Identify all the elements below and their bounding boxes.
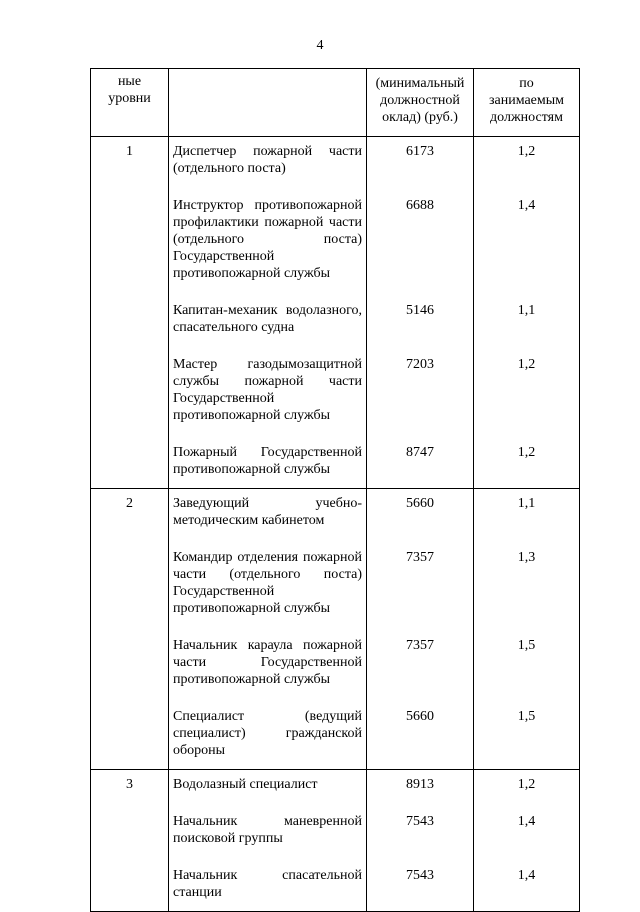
salary-cell (367, 631, 474, 702)
salary-cell (367, 861, 474, 912)
level-cell-text (91, 861, 168, 877)
coefficient-cell (474, 350, 580, 438)
position-cell-text: Заведующий учебно-методическим кабинетом (173, 496, 362, 528)
level-cell (91, 191, 169, 296)
coefficient-cell-text: 1,1 (517, 303, 536, 318)
coefficient-cell (474, 137, 580, 192)
table-row (91, 489, 580, 544)
coefficient-cell-text: 1,5 (517, 638, 536, 653)
level-cell (91, 543, 169, 631)
coefficient-cell-text: 1,5 (517, 709, 536, 724)
salary-cell-text: 7357 (406, 550, 434, 565)
salary-cell-text: 7543 (406, 868, 434, 883)
header-salary-line: оклад) (руб.) (382, 110, 458, 125)
level-cell-text: 2 (126, 496, 133, 511)
level-cell (91, 489, 169, 544)
salary-cell (367, 438, 474, 489)
level-cell-text (91, 702, 168, 718)
salary-cell (367, 489, 474, 544)
header-position-cell (169, 69, 367, 137)
table-row (91, 350, 580, 438)
coefficient-cell-text: 1,4 (517, 814, 536, 829)
salary-cell (367, 770, 474, 808)
position-cell-text: Начальник спасательной станции (173, 868, 362, 900)
header-coefficient-line: должностям (490, 110, 563, 125)
coefficient-cell (474, 489, 580, 544)
salary-cell (367, 702, 474, 770)
header-level-line: уровни (108, 91, 151, 106)
table-row (91, 807, 580, 861)
level-cell (91, 631, 169, 702)
coefficient-cell (474, 861, 580, 912)
position-cell-text: Командир отделения пожарной части (отдельного поста) Государственной противопожарной службы (173, 550, 362, 616)
coefficient-cell-text: 1,4 (517, 198, 536, 213)
level-cell-text (91, 631, 168, 651)
position-cell (169, 543, 367, 631)
level-cell (91, 438, 169, 489)
coefficient-cell-text: 1,2 (517, 445, 536, 460)
position-cell-text: Начальник маневренной поисковой группы (173, 814, 362, 846)
position-cell (169, 770, 367, 808)
table-row (91, 137, 580, 192)
salary-table-body (91, 69, 580, 912)
table-row (91, 296, 580, 350)
header-level-line: ные (117, 74, 142, 89)
table-row (91, 861, 580, 912)
position-cell-text: Начальник караула пожарной части Государственной противопожарной службы (173, 638, 362, 687)
salary-cell (367, 807, 474, 861)
table-header-row (91, 69, 580, 137)
salary-cell-text: 7357 (406, 638, 434, 653)
level-cell-text (91, 350, 168, 370)
header-coefficient-line: по (519, 76, 534, 91)
salary-cell-text: 5660 (406, 709, 434, 724)
level-cell-text (91, 807, 168, 827)
position-cell-text: Инструктор противопожарной профилактики пожарной части (отдельного поста) Государственной противопожарной службы (173, 198, 362, 281)
page-number: 4 (316, 38, 324, 53)
level-cell (91, 296, 169, 350)
coefficient-cell-text: 1,2 (517, 357, 536, 372)
salary-cell (367, 350, 474, 438)
level-cell (91, 861, 169, 912)
salary-cell-text: 5146 (406, 303, 434, 318)
salary-cell-text: 7203 (406, 357, 434, 372)
position-cell-text: Водолазный специалист (173, 777, 318, 792)
position-cell (169, 631, 367, 702)
table-row (91, 702, 580, 770)
table-row (91, 438, 580, 489)
level-cell (91, 807, 169, 861)
coefficient-cell-text: 1,2 (517, 777, 536, 792)
position-cell (169, 137, 367, 192)
position-cell (169, 489, 367, 544)
header-salary-line: должностной (380, 93, 460, 108)
salary-cell (367, 543, 474, 631)
coefficient-cell (474, 702, 580, 770)
header-level-cell (91, 69, 169, 137)
table-row (91, 191, 580, 296)
position-cell-text: Мастер газодымозащитной службы пожарной части Государственной противопожарной службы (173, 357, 362, 423)
header-coefficient-line: занимаемым (488, 93, 565, 108)
coefficient-cell-text: 1,4 (517, 868, 536, 883)
header-salary-cell (367, 69, 474, 137)
coefficient-cell (474, 770, 580, 808)
header-coefficient-cell (474, 69, 580, 137)
coefficient-cell (474, 191, 580, 296)
position-cell-text: Капитан-механик водолазного, спасательного судна (173, 303, 362, 335)
level-cell (91, 137, 169, 192)
position-cell (169, 702, 367, 770)
coefficient-cell (474, 631, 580, 702)
salary-cell-text: 6688 (406, 198, 434, 213)
salary-cell-text: 6173 (406, 144, 434, 159)
position-cell (169, 296, 367, 350)
salary-cell-text: 7543 (406, 814, 434, 829)
position-cell-text: Диспетчер пожарной части (отдельного поста) (173, 144, 362, 176)
coefficient-cell (474, 296, 580, 350)
level-cell-text (91, 543, 168, 563)
level-cell-text (91, 296, 168, 316)
level-cell (91, 702, 169, 770)
coefficient-cell-text: 1,3 (517, 550, 536, 565)
position-cell (169, 807, 367, 861)
table-row (91, 631, 580, 702)
salary-cell-text: 8747 (406, 445, 434, 460)
coefficient-cell-text: 1,1 (517, 496, 536, 511)
position-cell-text: Пожарный Государственной противопожарной службы (173, 445, 362, 477)
salary-cell (367, 296, 474, 350)
coefficient-cell-text: 1,2 (517, 144, 536, 159)
table-row (91, 543, 580, 631)
level-cell (91, 350, 169, 438)
salary-cell (367, 191, 474, 296)
position-cell-text: Специалист (ведущий специалист) гражданской обороны (173, 709, 362, 758)
salary-cell (367, 137, 474, 192)
level-cell-text: 3 (126, 777, 133, 792)
level-cell (91, 770, 169, 808)
level-cell-text (91, 191, 168, 211)
position-cell (169, 350, 367, 438)
header-salary-line: (минимальный (375, 76, 465, 91)
salary-table (90, 68, 580, 912)
coefficient-cell (474, 807, 580, 861)
coefficient-cell (474, 543, 580, 631)
table-row (91, 770, 580, 808)
position-cell (169, 191, 367, 296)
coefficient-cell (474, 438, 580, 489)
position-cell (169, 438, 367, 489)
level-cell-text: 1 (126, 144, 133, 159)
salary-cell-text: 8913 (406, 777, 434, 792)
salary-cell-text: 5660 (406, 496, 434, 511)
level-cell-text (91, 438, 168, 454)
position-cell (169, 861, 367, 912)
